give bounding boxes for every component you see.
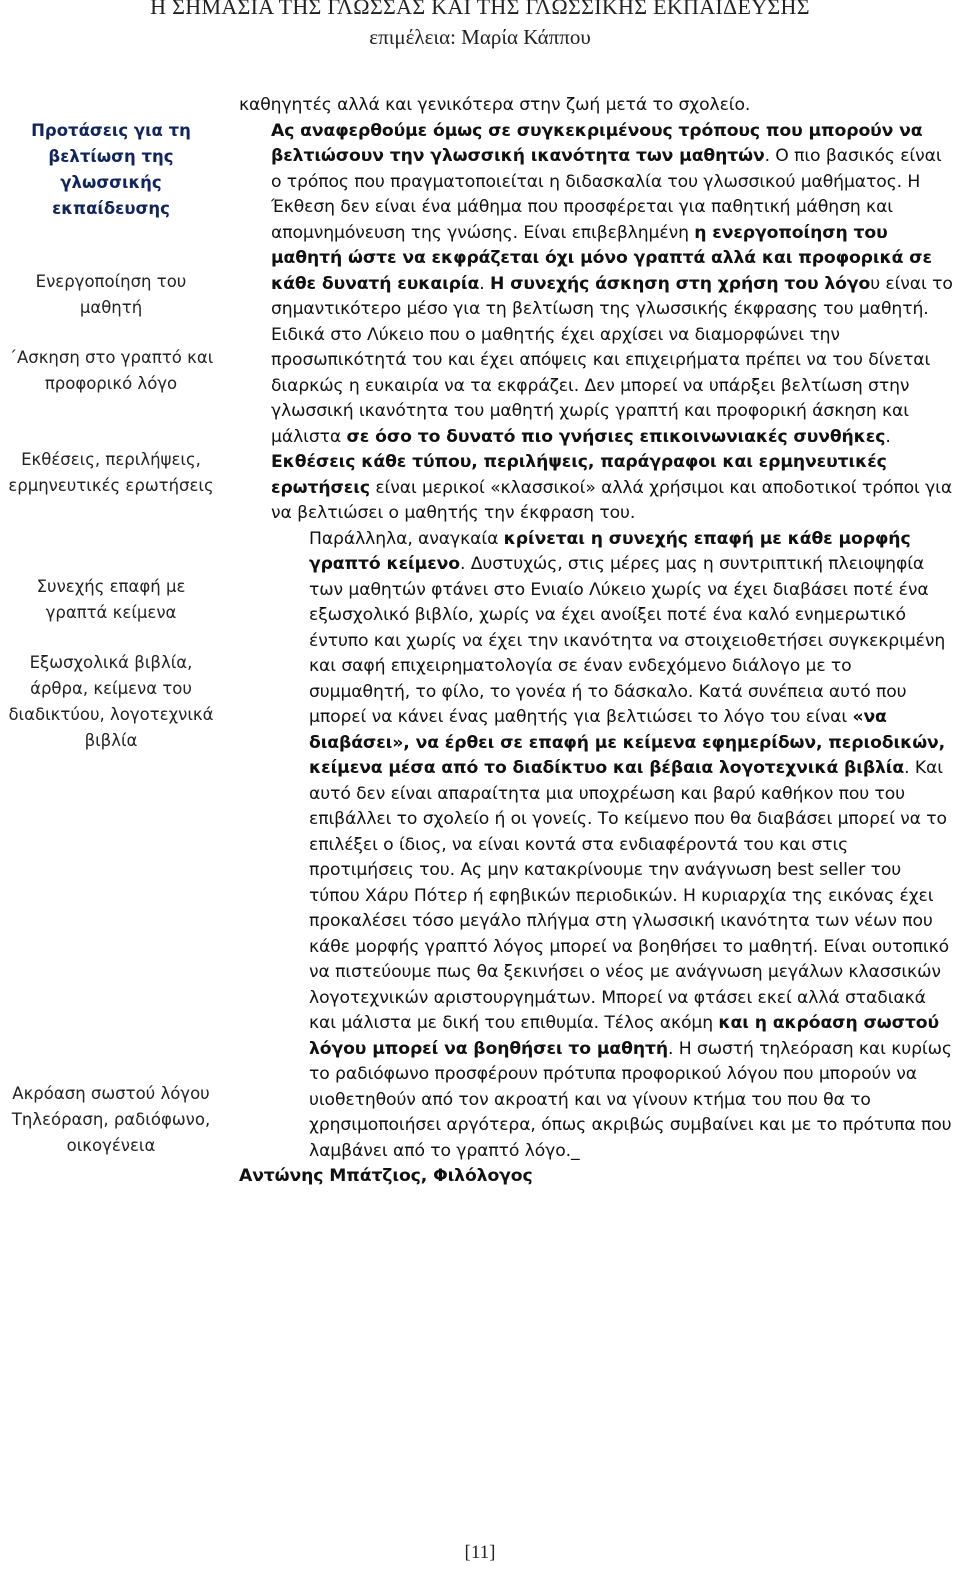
paragraph-continuation: καθηγητές αλλά και γενικότερα στην ζωή μετά το σχολείο.	[239, 95, 751, 115]
document-title: Η ΣΗΜΑΣΙΑ ΤΗΣ ΓΛΩΣΣΑΣ ΚΑΙ ΤΗΣ ΓΛΩΣΣΙΚΗΣ ΕΚΠΑΙΔΕΥΣΗΣ	[150, 0, 810, 19]
page-number: [11]	[464, 1542, 496, 1563]
margin-note-reading: Εξωσχολικά βιβλία, άρθρα, κείμενα του διαδικτύου, λογοτεχνικά βιβλία	[8, 653, 214, 750]
margin-heading: Προτάσεις για τη βελτίωση της γλωσσικής εκπαίδευσης	[31, 121, 191, 218]
paragraph-methods: Ας αναφερθούμε όμως σε συγκεκριμένους τρόπους που μπορούν να βελτιώσουν την γλωσσική ικανότητα των μαθητών. Ο πιο βασικός είναι ο τρόπος που πραγματοποιείται η διδασκαλία του γλωσσικού μαθήματος. Η Έκθεση δεν είναι ένα μάθημα που προσφέρεται για παθητική μάθηση και απομνημόνευση της γνώσης. Είναι επιβεβλημένη η ενεργοποίηση του μαθητή ώστε να εκφράζεται όχι μόνο γραπτά αλλά και προφορικά σε κάθε δυνατή ευκαιρία. Η συνεχής άσκηση στη χρήση του λόγου είναι το σημαντικότερο μέσο για τη βελτίωση της γλωσσικής έκφρασης του μαθητή. Ειδικά στο Λύκειο που ο μαθητής έχει αρχίσει να διαμορφώνει την προσωπικότητά του και έχει απόψεις και επιχειρήματα πρέπει να του δίνεται διαρκώς η ευκαιρία να τα εκφράζει. Δεν μπορεί να υπάρξει βελτίωση στην γλωσσική ικανότητα του μαθητή χωρίς γραπτή και προφορική άσκηση και μάλιστα σε όσο το δυνατό πιο γνήσιες επικοινωνιακές συνθήκες. Εκθέσεις κάθε τύπου, περιλήψεις, παράγραφοι και ερμηνευτικές ερωτήσεις είναι μερικοί «κλασσικοί» αλλά χρήσιμοι και αποδοτικοί τρόποι για να βελτιώσει ο μαθητής την έκφραση του.	[271, 120, 953, 523]
margin-note-listening: Ακρόαση σωστού λόγου Τηλεόραση, ραδιόφωνο, οικογένεια	[11, 1084, 211, 1155]
paragraph-reading: Παράλληλα, αναγκαία κρίνεται η συνεχής επαφή με κάθε μορφής γραπτό κείμενο. Δυστυχώς, στις μέρες μας η συντριπτική πλειοψηφία των μαθητών φτάνει στο Ενιαίο Λύκειο χωρίς να έχει διαβάσει ποτέ ένα εξωσχολικό βιβλίο, χωρίς να έχει ανοίξει ποτέ ένα καλό ενημερωτικό έντυπο και χωρίς να έχει την ικανότητα να στοιχειοθετήσει συγκεκριμένη και σαφή επιχειρηματολογία σε έναν ενδεχόμενο διάλογο με το συμμαθητή, το φίλο, το γονέα ή το δάσκαλο. Κατά συνέπεια αυτό που μπορεί να κάνει ένας μαθητής για βελτιώσει το λόγο του είναι «να διαβάσει», να έρθει σε επαφή με κείμενα εφημερίδων, περιοδικών, κείμενα μέσα από το διαδίκτυο και βέβαια λογοτεχνικά βιβλία. Και αυτό δεν είναι απαραίτητα μια υποχρέωση και βαρύ καθήκον που του επιβάλλει το σχολείο ή οι γονείς. Το κείμενο που θα διαβάσει μπορεί να το επιλέξει ο ίδιος, να είναι κοντά στα ενδιαφέροντά του και στις προτιμήσεις του. Ας μην κατακρίνουμε την ανάγνωση best seller του τύπου Χάρυ Πότερ ή εφηβικών περιοδικών. Η κυριαρχία της εικόνας έχει προκαλέσει τόσο μεγάλο πλήγμα στη γλωσσική ικανότητα των νέων που κάθε μορφής γραπτό λόγος μπορεί να βοηθήσει το μαθητή. Είναι ουτοπικό να πιστεύουμε πως θα ξεκινήσει ο νέος με ανάγνωση μεγάλων κλασσικών λογοτεχνικών αριστουργημάτων. Μπορεί να φτάσει εκεί αλλά σταδιακά και μάλιστα με δική του επιθυμία. Τέλος ακόμη και η ακρόαση σωστού λόγου μπορεί να βοηθήσει το μαθητή. Η σωστή τηλεόραση και κυρίως το ραδιόφωνο προσφέρουν πρότυπα προφορικού λόγου που μπορούν να υιοθετηθούν από τον ακροατή και να γίνουν κτήμα του που θα το χρησιμοποιήσει αργότερα, όπως ακριβώς συμβαίνει και με το πρότυπα που λαμβάνει από το γραπτό λόγο._	[309, 528, 952, 1161]
margin-note-essays: Εκθέσεις, περιλήψεις, ερμηνευτικές ερωτήσεις	[8, 450, 214, 495]
margin-note-contact: Συνεχής επαφή με γραπτά κείμενα	[36, 577, 186, 622]
document-editor: επιμέλεια: Μαρία Κάππου	[369, 25, 591, 49]
main-text	[239, 93, 955, 1190]
margin-note-practice: ΄Ασκηση στο γραπτό και προφορικό λόγο	[8, 348, 214, 393]
author-signature: Αντώνης Μπάτζιος, Φιλόλογος	[239, 1166, 533, 1186]
margin-note-activation: Ενεργοποίηση του μαθητή	[35, 272, 187, 317]
page-header	[0, 0, 960, 50]
